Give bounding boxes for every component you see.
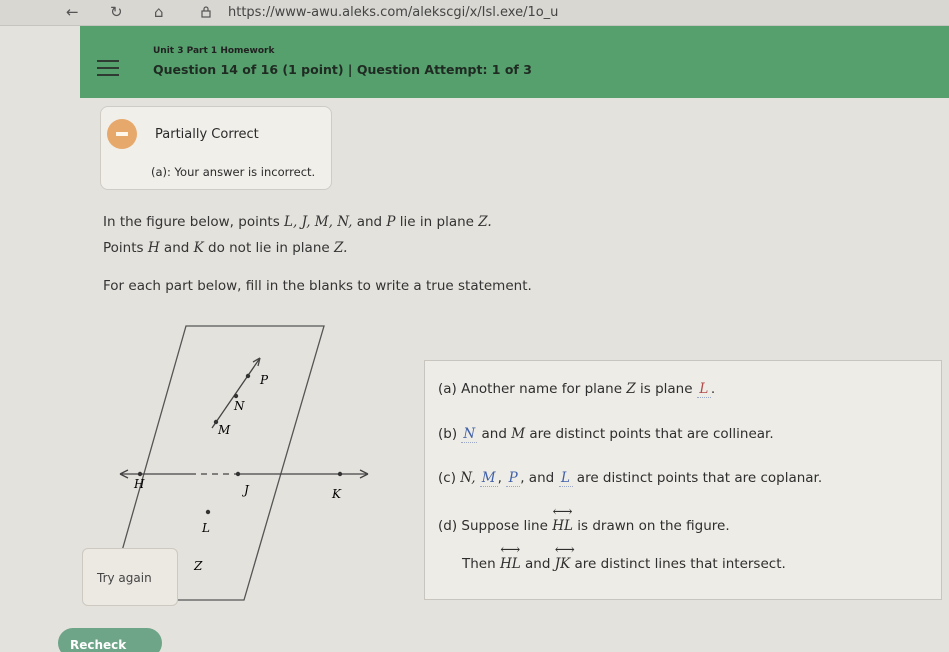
menu-icon[interactable] (97, 60, 119, 76)
feedback-panel (100, 106, 332, 190)
line-hk (120, 470, 368, 478)
address-bar[interactable]: https://www-awu.aleks.com/alekscgi/x/Isl.exe/1o_u (228, 5, 559, 20)
home-icon[interactable]: ⌂ (154, 3, 164, 21)
answer-a-blank[interactable]: L (697, 381, 711, 398)
answer-a: (a) Another name for plane Z is plane L . (438, 381, 716, 397)
answer-e: Then ⟷ HL and ⟷ JK are distinct lines that intersect. (462, 552, 786, 572)
recheck-button[interactable]: Recheck (58, 628, 162, 652)
instruction-text: For each part below, fill in the blanks to write a true statement. (103, 278, 532, 294)
answer-e-blank-2[interactable]: ⟷ JK (555, 552, 571, 572)
label-m: M (218, 423, 231, 437)
feedback-title: Partially Correct (155, 127, 259, 142)
answer-b-blank[interactable]: N (463, 426, 476, 442)
problem-line-1: In the figure below, points L, J, M, N, and P lie in plane Z. (103, 214, 492, 230)
point-h (138, 472, 142, 476)
browser-toolbar (0, 0, 949, 26)
point-j (236, 472, 240, 476)
label-h: H (134, 477, 145, 491)
question-status: Question 14 of 16 (1 point) | Question Attempt: 1 of 3 (153, 62, 532, 77)
point-l (206, 510, 210, 514)
point-k (338, 472, 342, 476)
answer-c-blank-2[interactable]: P (506, 470, 520, 487)
point-n (234, 394, 238, 398)
back-arrow-icon[interactable]: ← (66, 3, 79, 21)
line-mp (212, 358, 260, 428)
answer-e-blank-1[interactable]: ⟷ HL (500, 552, 521, 572)
feedback-detail: (a): Your answer is incorrect. (151, 165, 316, 179)
unit-title: Unit 3 Part 1 Homework (153, 46, 275, 56)
lock-icon (200, 6, 212, 18)
answer-c: (c) N, M , P , and L are distinct points that are coplanar. (438, 470, 823, 486)
label-z: Z (194, 559, 203, 573)
label-n: N (234, 399, 245, 413)
label-p: P (260, 373, 269, 387)
problem-line-2: Points H and K do not lie in plane Z. (103, 240, 348, 256)
try-again-button[interactable]: Try again (82, 548, 178, 606)
point-p (246, 374, 250, 378)
answer-c-blank-3[interactable]: L (559, 470, 573, 487)
answer-d: (d) Suppose line ⟷ HL is drawn on the figure. (438, 514, 730, 534)
answer-c-blank-1[interactable]: M (481, 470, 496, 486)
label-l: L (202, 521, 210, 535)
label-k: K (332, 487, 341, 501)
reload-icon[interactable]: ↻ (110, 3, 123, 21)
label-j: J (244, 483, 249, 497)
partial-correct-icon (107, 119, 137, 149)
answer-b: (b) N and M are distinct points that are collinear. (438, 426, 774, 442)
